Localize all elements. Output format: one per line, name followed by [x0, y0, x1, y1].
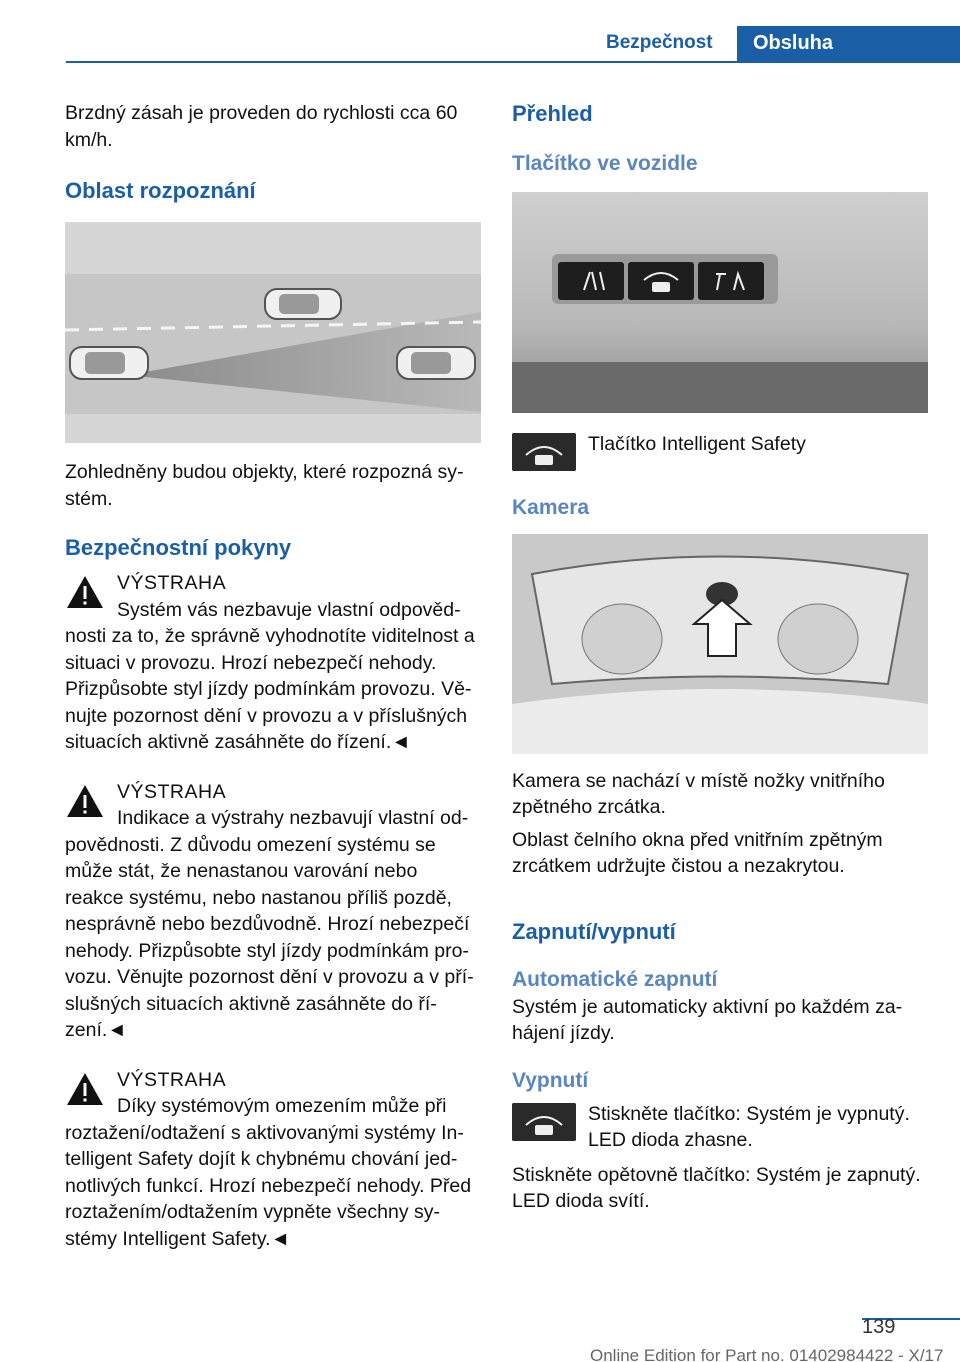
camera-location-photo	[512, 534, 928, 754]
intelligent-safety-button-icon	[512, 1103, 576, 1141]
header-rule	[66, 61, 960, 63]
chapter-tab[interactable]: Obsluha	[737, 26, 960, 63]
heading-overview: Přehled	[512, 101, 593, 126]
warning-triangle-icon	[65, 574, 105, 610]
heading-off: Vypnutí	[512, 1068, 589, 1092]
section-tab[interactable]: Bezpečnost	[606, 32, 713, 53]
warning-triangle-icon	[65, 783, 105, 819]
page-number: 139	[862, 1316, 896, 1338]
button-label-row	[512, 431, 930, 458]
off-instruction-row	[512, 1101, 930, 1154]
camera-text-2: Oblast čelního okna před vnitřním zpětným zrcátkem udržujte čistou a nezakrytou.	[512, 828, 883, 877]
heading-auto-on: Automatické zapnutí	[512, 967, 718, 991]
off-text-2: Stiskněte opětovně tlačítko: Systém je zapnutý. LED dioda svítí.	[512, 1163, 921, 1212]
edition-text: Online Edition for Part no. 01402984422 - X/17	[590, 1346, 944, 1362]
warning-title: VÝSTRAHA	[117, 572, 227, 594]
warning-block-1	[65, 570, 481, 756]
heading-detection-area: Oblast rozpoznání	[65, 178, 256, 203]
vehicle-button-photo	[512, 192, 928, 413]
warning-triangle-icon	[65, 1071, 105, 1107]
area-caption: Zohledněny budou objekty, které rozpozná systém.	[65, 461, 464, 510]
off-text-1: Stiskněte tlačítko: Systém je vypnutý. LED dioda zhasne.	[588, 1102, 910, 1151]
right-column	[512, 100, 930, 1215]
warning-body: Díky systémovým omezením může při roztažení/odtažení s aktivovanými systémy Intelligent Safety dojít k chybnému chování jednotlivých funkcí. Hrozí nebezpečí nehody. Před roztažením/odtažením vypněte všechny systémy Intelligent Safety.◄	[65, 1095, 472, 1250]
car-ahead-left	[265, 289, 341, 319]
intelligent-safety-button-icon	[512, 433, 576, 471]
warning-block-3	[65, 1067, 481, 1253]
detection-area-illustration	[65, 222, 481, 443]
warning-title: VÝSTRAHA	[117, 780, 227, 803]
intro-text: Brzdný zásah je proveden do rychlosti cca 60 km/h.	[65, 102, 458, 151]
heading-camera: Kamera	[512, 495, 590, 519]
car-ego	[70, 347, 148, 379]
warning-title: VÝSTRAHA	[117, 1068, 227, 1091]
left-column	[65, 100, 481, 1252]
heading-safety-notes: Bezpečnostní pokyny	[65, 535, 292, 560]
heading-on-off: Zapnutí/vypnutí	[512, 918, 676, 944]
camera-text-1: Kamera se nachází v místě nožky vnitřního zpětného zrcátka.	[512, 769, 885, 818]
car-ahead	[397, 347, 475, 379]
warning-body: Indikace a výstrahy nezbavují vlastní odpovědnosti. Z důvodu omezení systému se může stát, že nenastanou varování nebo reakce systému, nebo nastanou příliš pozdě, nesprávně nebo bezdůvodně. Hrozí nebezpečí nehody. Přizpůsobte styl jízdy podmínkám provozu. Věnujte pozornost dění v provozu a v příslušných situacích aktivně zasáhněte do řízení.◄	[65, 807, 474, 1041]
button-label: Tlačítko Intelligent Safety	[588, 433, 806, 455]
auto-on-text: Systém je automaticky aktivní po každém zahájení jízdy.	[512, 995, 903, 1044]
page-header	[0, 26, 960, 62]
heading-button-in-vehicle: Tlačítko ve vozidle	[512, 152, 698, 175]
warning-block-2	[65, 779, 481, 1044]
warning-body: Systém vás nezbavuje vlastní odpovědnosti za to, že správně vyhodnotíte viditelnost a situaci v provozu. Hrozí nebezpečí nehody. Přizpůsobte styl jízdy podmínkám provozu. Věnujte pozornost dění v provozu a v příslušných situacích aktivně zasáhněte do řízení.◄	[65, 598, 475, 753]
